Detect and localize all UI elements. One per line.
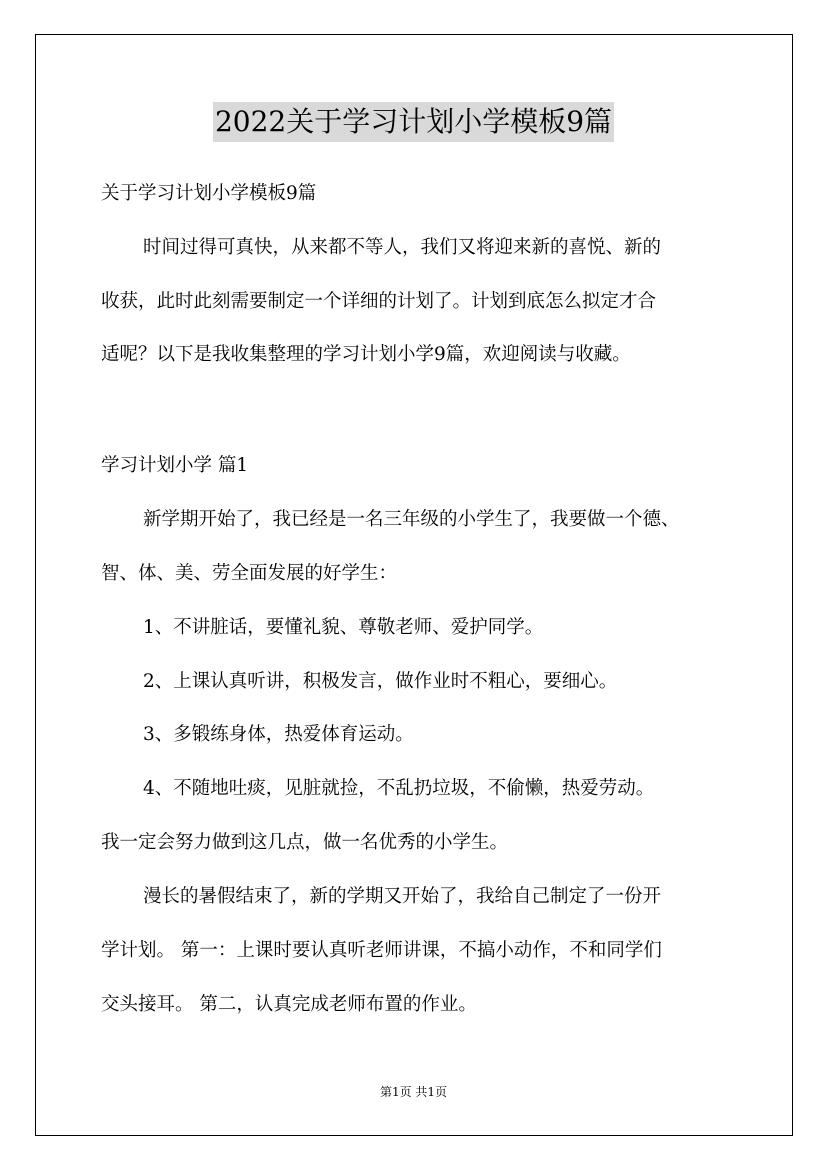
intro-line-2: 收获，此时此刻需要制定一个详细的计划了。计划到底怎么拟定才合 [101,291,657,312]
list-item-2: 2、上课认真听讲，积极发言，做作业时不粗心，要细心。 [143,671,618,692]
list-item-3: 3、多锻练身体，热爱体育运动。 [143,724,414,745]
intro-line-1: 时间过得可真快，从来都不等人，我们又将迎来新的喜悦、新的 [143,237,662,258]
paragraph-line: 交头接耳。 第二，认真完成老师布置的作业。 [101,994,477,1015]
list-item-4: 4、不随地吐痰，见脏就捡，不乱扔垃圾，不偷懒，热爱劳动。 [143,778,655,799]
paragraph-line: 学计划。 第一：上课时要认真听老师讲课，不搞小动作，不和同学们 [101,940,662,961]
page-footer: 第1页 共1页 [379,1085,448,1099]
paragraph-line: 漫长的暑假结束了，新的学期又开始了，我给自己制定了一份开 [143,886,662,907]
paragraph-line: 我一定会努力做到这几点，做一名优秀的小学生。 [101,832,509,853]
paragraph-line: 新学期开始了，我已经是一名三年级的小学生了，我要做一个德、 [143,509,680,530]
document-title: 2022关于学习计划小学模板9篇 [213,102,614,142]
paragraph-line: 智、体、美、劳全面发展的好学生： [101,563,398,584]
list-item-1: 1、不讲脏话，要懂礼貌、尊敬老师、爱护同学。 [143,617,544,638]
section-heading: 学习计划小学 篇1 [101,455,249,476]
subtitle: 关于学习计划小学模板9篇 [101,183,317,204]
intro-line-3: 适呢？以下是我收集整理的学习计划小学9篇，欢迎阅读与收藏。 [101,344,631,365]
title-container [0,102,827,142]
